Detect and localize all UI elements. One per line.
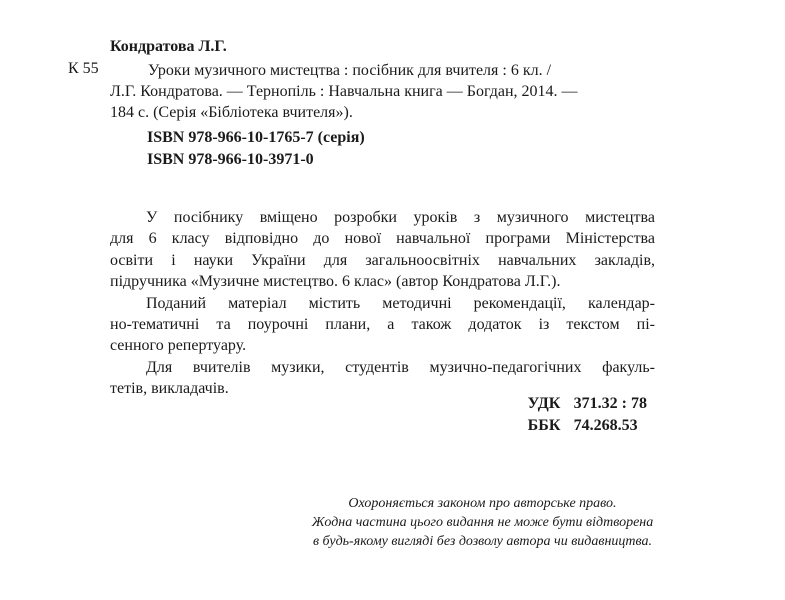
annotation-line: освіти і науки України для загальноосвітніх навчальних закладів, bbox=[110, 251, 655, 269]
udk-value: 371.32 : 78 bbox=[573, 395, 647, 412]
annotation-line: сенного репертуару. bbox=[110, 337, 247, 355]
annotation-line: тетів, викладачів. bbox=[110, 380, 229, 398]
classification-codes bbox=[528, 393, 647, 437]
biblio-line: 184 с. (Серія «Бібліотека вчителя»). bbox=[110, 104, 353, 121]
author-name: Кондратова Л.Г. bbox=[110, 38, 227, 55]
biblio-line: Л.Г. Кондратова. — Тернопіль : Навчальна книга — Богдан, 2014. — bbox=[110, 83, 578, 100]
bibliographic-description bbox=[110, 60, 655, 123]
copyright-line: в будь-якому вигляді без дозволу автора чи видавництва. bbox=[312, 534, 652, 549]
isbn-block bbox=[147, 127, 365, 171]
annotation-line: підручника «Музичне мистецтво. 6 клас» (автор Кондратова Л.Г.). bbox=[110, 273, 561, 291]
udk-code bbox=[528, 393, 647, 415]
annotation-line: Для вчителів музики, студентів музично-педагогічних факуль- bbox=[146, 358, 655, 376]
udk-label: УДК bbox=[527, 395, 561, 412]
bbk-value: 74.268.53 bbox=[573, 417, 638, 434]
annotation-line: У посібнику вміщено розробки уроків з музичного мистецтва bbox=[146, 209, 655, 226]
copyright-line: Жодна частина цього видання не може бути відтворена bbox=[311, 515, 654, 530]
bbk-code bbox=[528, 415, 647, 437]
isbn-series: ISBN 978-966-10-1765-7 (серія) bbox=[147, 129, 365, 146]
annotation-line: но-тематичні та поурочні плани, а також додаток із текстом пі- bbox=[110, 316, 655, 334]
isbn-book: ISBN 978-966-10-3971-0 bbox=[147, 151, 314, 168]
biblio-line: Уроки музичного мистецтва : посібник для вчителя : 6 кл. / bbox=[148, 62, 552, 79]
copyright-notice bbox=[300, 494, 665, 551]
annotation-line: Поданий матеріал містить методичні рекомендації, календар- bbox=[146, 294, 655, 312]
catalog-code: К 55 bbox=[68, 60, 99, 77]
copyright-line: Охороняється законом про авторське право. bbox=[348, 496, 617, 511]
bbk-label: ББК bbox=[527, 417, 561, 434]
annotation-line: для 6 класу відповідно до нової навчальної програми Міністерства bbox=[110, 230, 655, 248]
annotation-paragraph bbox=[110, 207, 655, 400]
